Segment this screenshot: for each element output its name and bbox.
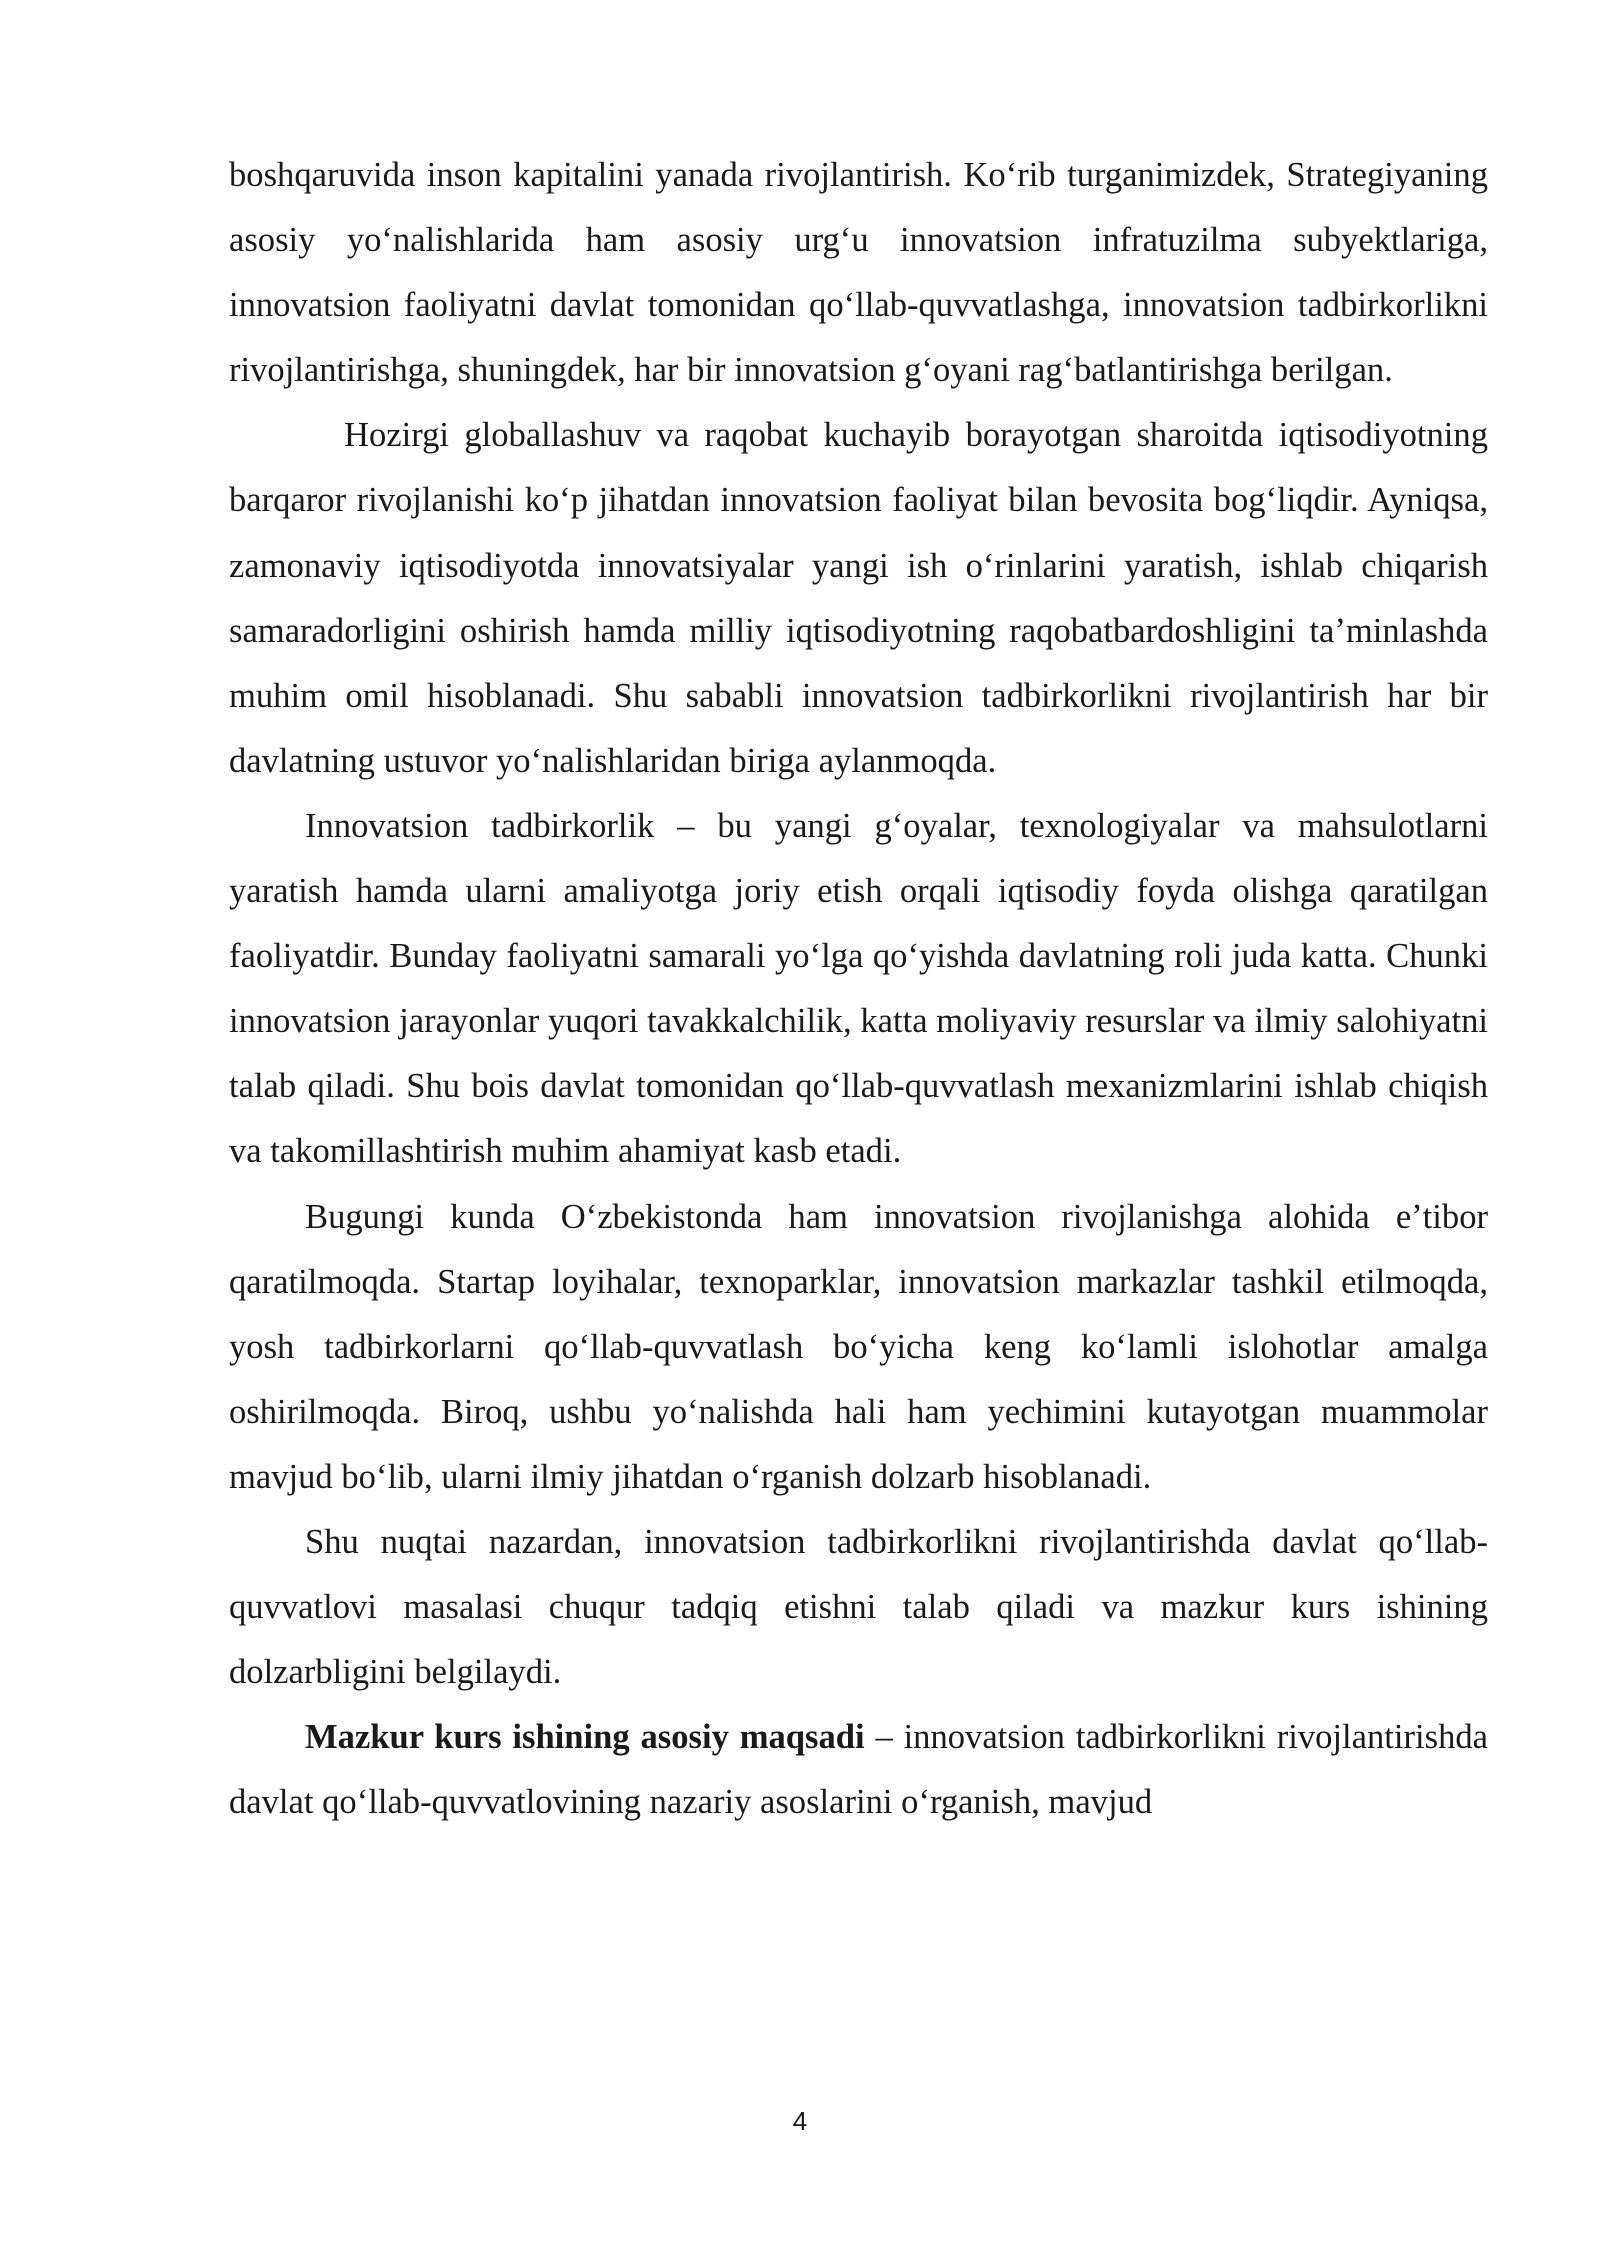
bold-phrase: Mazkur kurs ishining asosiy maqsadi <box>305 1718 865 1757</box>
paragraph: boshqaruvida inson kapitalini yanada rivojlantirish. Koʻrib turganimizdek, Strategiyaning asosiy yoʻnalishlarida ham asosiy urgʻu innovatsion infratuzilma subyektlariga, innovatsion faoliyatni davlat tomonidan qoʻllab-quvvatlashga, innovatsion tadbirkorlikni rivojlantirishga, shuningdek, har bir innovatsion gʻoyani ragʻbatlantirishga berilgan. <box>229 156 1488 390</box>
paragraph: Hozirgi globallashuv va raqobat kuchayib borayotgan sharoitda iqtisodiyotning barqaror rivojlanishi koʻp jihatdan innovatsion faoliyat bilan bevosita bogʻliqdir. Ayniqsa, zamonaviy iqtisodiyotda innovatsiyalar yangi ish oʻrinlarini yaratish, ishlab chiqarish samaradorligini oshirish hamda milliy iqtisodiyotning raqobatbardoshligini taʼminlashda muhim omil hisoblanadi. Shu sababli innovatsion tadbirkorlikni rivojlantirish har bir davlatning ustuvor yoʻnalishlaridan biriga aylanmoqda. <box>229 416 1488 780</box>
paragraph <box>229 1705 1488 1835</box>
paragraph: Shu nuqtai nazardan, innovatsion tadbirkorlikni rivojlantirishda davlat qoʻllab-quvvatlovi masalasi chuqur tadqiq etishni talab qiladi va mazkur kurs ishining dolzarbligini belgilaydi. <box>229 1522 1488 1692</box>
page-number: 4 <box>792 2106 808 2136</box>
paragraph: Innovatsion tadbirkorlik – bu yangi gʻoyalar, texnologiyalar va mahsulotlarni yaratish hamda ularni amaliyotga joriy etish orqali iqtisodiy foyda olishga qaratilgan faoliyatdir. Bunday faoliyatni samarali yoʻlga qoʻyishda davlatning roli juda katta. Chunki innovatsion jarayonlar yuqori tavakkalchilik, katta moliyaviy resurslar va ilmiy salohiyatni talab qiladi. Shu bois davlat tomonidan qoʻllab-quvvatlash mexanizmlarini ishlab chiqish va takomillashtirish muhim ahamiyat kasb etadi. <box>229 806 1488 1171</box>
document-body <box>229 143 1488 1835</box>
paragraph-text: – innovatsion tadbirkorlikni rivojlantirishda davlat qoʻllab-quvvatlovining nazariy asoslarini oʻrganish, mavjud <box>229 1718 1488 1822</box>
paragraph: Bugungi kunda Oʻzbekistonda ham innovatsion rivojlanishga alohida eʼtibor qaratilmoqda. Startap loyihalar, texnoparklar, innovatsion markazlar tashkil etilmoqda, yosh tadbirkorlarni qoʻllab-quvvatlash boʻyicha keng koʻlamli islohotlar amalga oshirilmoqda. Biroq, ushbu yoʻnalishda hali ham yechimini kutayotgan muammolar mavjud boʻlib, ularni ilmiy jihatdan oʻrganish dolzarb hisoblanadi. <box>229 1197 1488 1496</box>
